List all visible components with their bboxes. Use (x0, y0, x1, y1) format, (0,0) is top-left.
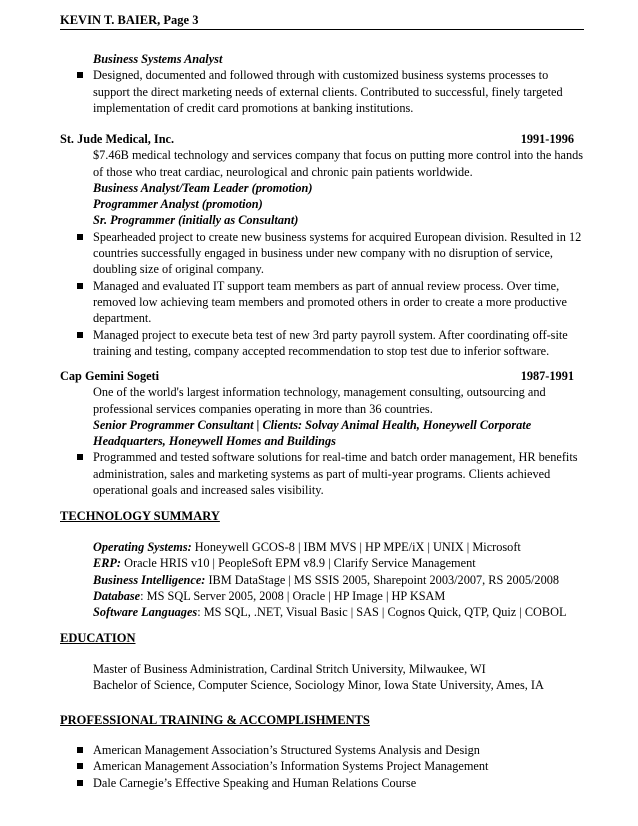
capgemini-description: One of the world's largest information technology, management consulting, outsourcing and professional services companies operating in more than 36 countries. (93, 385, 546, 416)
capgemini-company: Cap Gemini Sogeti (60, 369, 160, 383)
stjude-role-2: Programmer Analyst (promotion) (93, 197, 263, 212)
training-item-2: American Management Association’s Information Systems Project Management (60, 758, 584, 774)
training-item-3: Dale Carnegie’s Effective Speaking and Human Relations Course (60, 775, 584, 791)
bsa-section (60, 51, 584, 116)
bullet-square-icon (77, 234, 83, 240)
capgemini-bullet-1: Programmed and tested software solutions for real-time and batch order management, HR benefits administration, sales and marketing systems as part of multi-year programs. Clients achieved operational goals and increased sales visibility. (60, 449, 584, 498)
stjude-bullet-2: Managed and evaluated IT support team members as part of annual review process. Over time, removed low achieving team members and promoted others in order to create a more productive department. (60, 278, 584, 327)
bullet-square-icon (77, 780, 83, 786)
bsa-bullets (60, 67, 584, 116)
stjude-bullet-1: Spearheaded project to create new business systems for acquired European division. Resulted in 12 countries successfully engaged in business under new company with no disruption of service, doubling size of original company. (60, 229, 584, 278)
bullet-square-icon (77, 763, 83, 769)
stjude-bullet-3: Managed project to execute beta test of new 3rd party payroll system. After coordinating off-site training and testing, company accepted recommendation to stop test due to inferior software. (60, 327, 584, 360)
capgemini-section (60, 368, 584, 498)
stjude-role-3: Sr. Programmer (initially as Consultant) (93, 213, 299, 228)
training-list (60, 742, 584, 791)
stjude-role-1: Business Analyst/Team Leader (promotion) (93, 180, 313, 195)
stjude-description: $7.46B medical technology and services company that focus on putting more control into the hands of those who treat cardiac, neurological and chronic pain patients worldwide. (93, 148, 584, 179)
bullet-square-icon (77, 283, 83, 289)
training-item-1: American Management Association’s Structured Systems Analysis and Design (60, 742, 584, 758)
tech-section (60, 539, 584, 620)
tech-line-erp: ERP: Oracle HRIS v10 | PeopleSoft EPM v8.9 | Clarify Service Management (93, 556, 476, 571)
education-mba: Master of Business Administration, Cardinal Stritch University, Milwaukee, WI (93, 662, 486, 676)
bsa-bullet-1: Designed, documented and followed through with customized business systems processes to support the direct marketing needs of external clients. Contributed to successful, finely targeted implementation of credit card promotions at banking institutions. (60, 67, 584, 116)
stjude-bullets (60, 229, 584, 359)
stjude-section (60, 131, 584, 359)
training-section (60, 742, 584, 791)
capgemini-dates: 1987-1991 (520, 369, 574, 383)
training-heading: PROFESSIONAL TRAINING & ACCOMPLISHMENTS (60, 713, 370, 727)
tech-heading: TECHNOLOGY SUMMARY (60, 509, 220, 523)
stjude-heading-row (60, 131, 584, 147)
education-bs: Bachelor of Science, Computer Science, Sociology Minor, Iowa State University, Ames, IA (93, 678, 544, 693)
bullet-square-icon (77, 747, 83, 753)
education-heading: EDUCATION (60, 631, 136, 645)
bullet-square-icon (77, 72, 83, 78)
capgemini-heading-row (60, 368, 584, 384)
stjude-dates: 1991-1996 (520, 132, 574, 146)
education-section (60, 661, 584, 694)
tech-line-os: Operating Systems: Honeywell GCOS-8 | IBM MVS | HP MPE/iX | UNIX | Microsoft (93, 540, 521, 554)
capgemini-bullets (60, 449, 584, 498)
bsa-role: Business Systems Analyst (93, 52, 223, 66)
capgemini-role: Senior Programmer Consultant | Clients: Solvay Animal Health, Honeywell Corporate Headquarters, Honeywell Homes and Buildings (93, 417, 532, 449)
bullet-square-icon (77, 332, 83, 338)
page-header: KEVIN T. BAIER, Page 3 (60, 12, 584, 30)
stjude-company: St. Jude Medical, Inc. (60, 132, 175, 146)
bullet-square-icon (77, 454, 83, 460)
tech-line-database: Database: MS SQL Server 2005, 2008 | Oracle | HP Image | HP KSAM (93, 588, 446, 603)
tech-line-languages: Software Languages: MS SQL, .NET, Visual Basic | SAS | Cognos Quick, QTP, Quiz | COBOL (93, 605, 567, 620)
tech-line-bi: Business Intelligence: IBM DataStage | MS SSIS 2005, Sharepoint 2003/2007, RS 2005/2008 (93, 572, 560, 587)
